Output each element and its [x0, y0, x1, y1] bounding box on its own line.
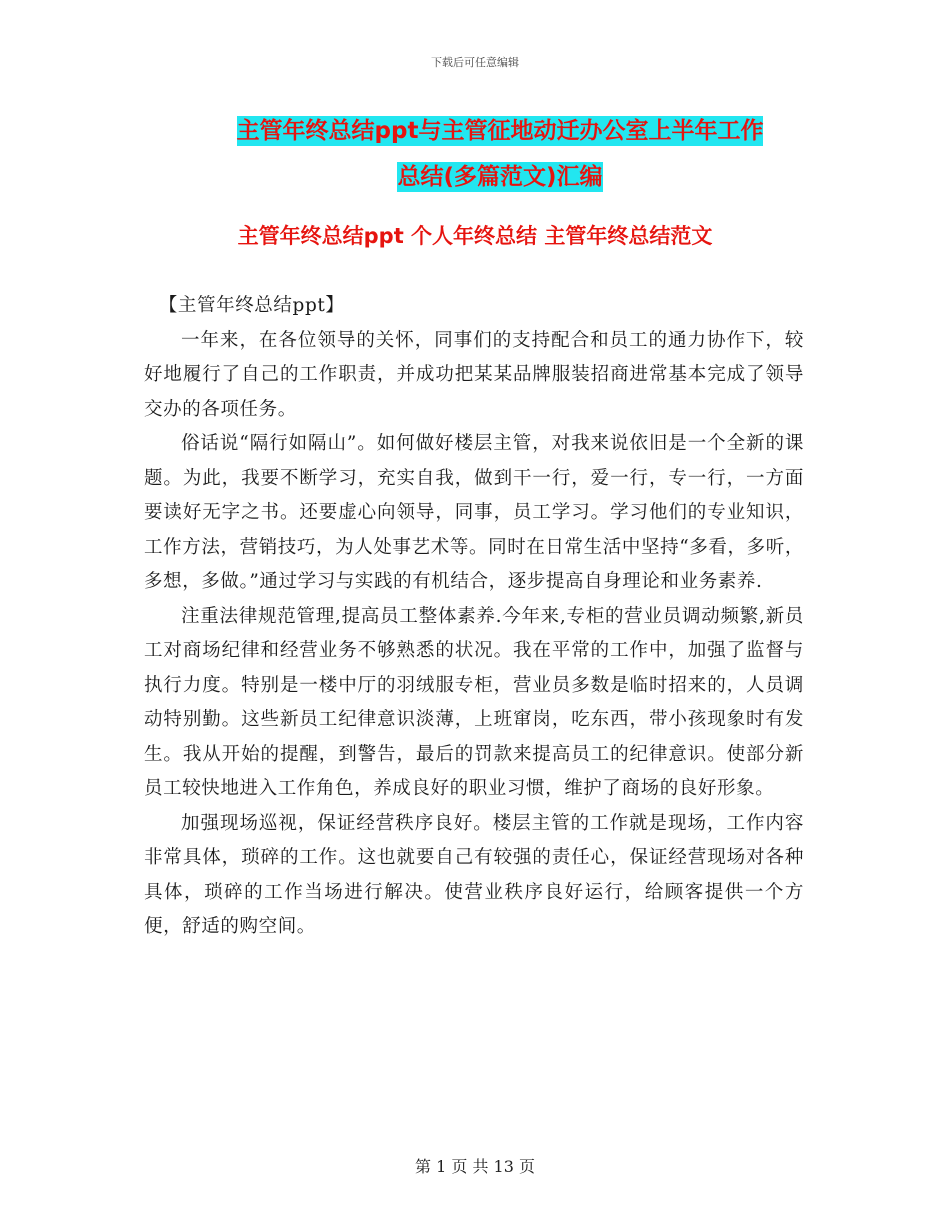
paragraph: 一年来，在各位领导的关怀，同事们的支持配合和员工的通力协作下，较好地履行了自己的工作职责，并成功把某某品牌服装招商进常基本完成了领导交办的各项任务。 [144, 329, 804, 420]
paragraph: 注重法律规范管理,提高员工整体素养.今年来,专柜的营业员调动频繁,新员工对商场纪律和经营业务不够熟悉的状况。我在平常的工作中，加强了监督与执行力度。特别是一楼中厅的羽绒服专柜，营业员多数是临时招来的，人员调动特别勤。这些新员工纪律意识淡薄，上班窜岗，吃东西，带小孩现象时有发生。我从开始的提醒，到警告，最后的罚款来提高员工的纪律意识。使部分新员工较快地进入工作角色，养成良好的职业习惯，维护了商场的良好形象。 [144, 605, 804, 799]
document-title-line-1: 主管年终总结ppt与主管征地动迁办公室上半年工作 [236, 118, 764, 144]
document-title [140, 108, 860, 200]
document-title-line-2: 总结(多篇范文)汇编 [397, 164, 603, 190]
document-body [144, 289, 804, 945]
paragraph: 加强现场巡视，保证经营秩序良好。楼层主管的工作就是现场，工作内容非常具体，琐碎的工作。这也就要自己有较强的责任心，保证经营现场对各种具体，琐碎的工作当场进行解决。使营业秩序良好运行，给顾客提供一个方便，舒适的购空间。 [144, 812, 804, 937]
section-heading: 主管年终总结ppt 个人年终总结 主管年终总结范文 [237, 224, 713, 248]
paragraph-section-label: 【主管年终总结ppt】 [158, 295, 345, 316]
paragraph: 俗话说“隔行如隔山”。如何做好楼层主管，对我来说依旧是一个全新的课题。为此，我要不断学习，充实自我，做到干一行，爱一行，专一行，一方面要读好无字之书。还要虚心向领导，同事，员工学习。学习他们的专业知识，工作方法，营销技巧，为人处事艺术等。同时在日常生活中坚持“多看，多听，多想，多做。”通过学习与实践的有机结合，逐步提高自身理论和业务素养. [144, 433, 804, 592]
page-number-footer: 第 1 页 共 13 页 [415, 1157, 535, 1176]
page-header-note: 下载后可任意编辑 [431, 56, 519, 69]
